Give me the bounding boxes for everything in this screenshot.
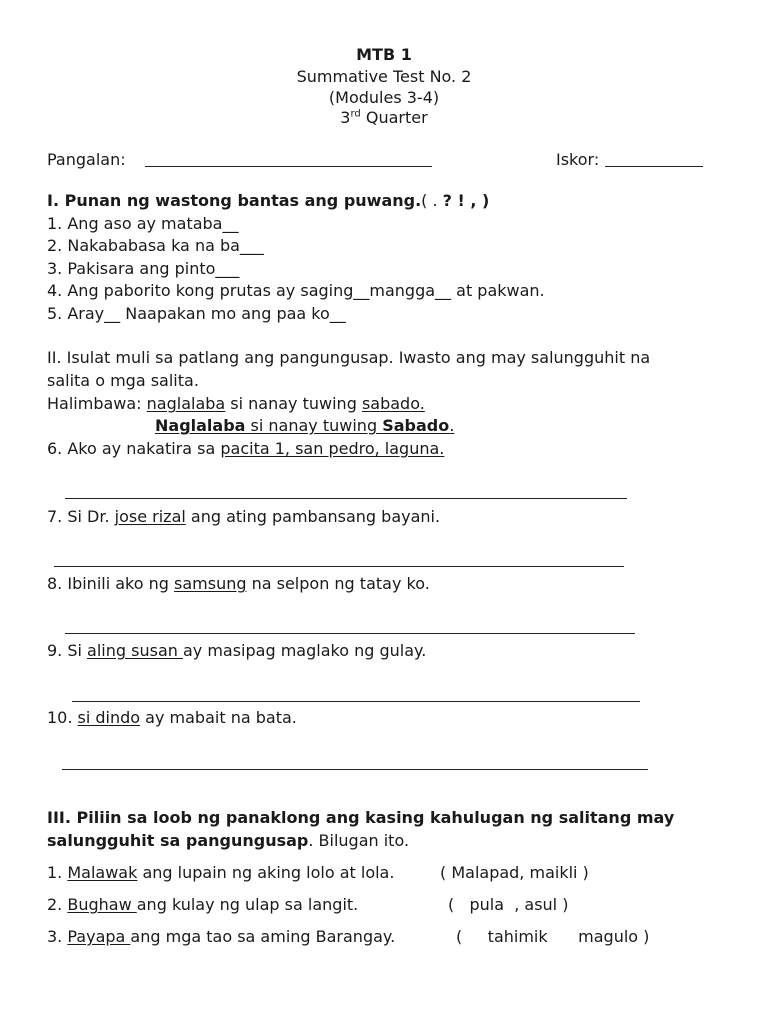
answer-end: . (449, 416, 455, 435)
score-label: Iskor: (556, 150, 600, 169)
item-text: 8. Ibinili ako ng (47, 574, 174, 593)
part3-choices-3[interactable]: ( tahimik magulo ) (456, 927, 650, 946)
part2-item-7 (47, 507, 440, 527)
item-underlined: si dindo (77, 708, 141, 727)
part2-item-10 (47, 708, 297, 728)
item-number: 1. (47, 863, 68, 882)
item-underlined: pacita 1, san pedro, laguna. (220, 439, 445, 458)
item-text: 9. Si (47, 641, 88, 660)
answer-line-9[interactable] (72, 701, 640, 702)
answer-line-7[interactable] (54, 566, 624, 567)
item-text: 10. (47, 708, 78, 727)
part3-heading-line2 (47, 831, 409, 851)
item-text: ay masipag maglako ng gulay. (182, 641, 427, 660)
item-number: 2. (47, 895, 68, 914)
item-underlined: Malawak (67, 863, 138, 882)
part2-instruction-line2: salita o mga salita. (47, 371, 199, 390)
quarter-number: 3 (340, 108, 351, 127)
part2-item-8 (47, 574, 430, 594)
part1-item-2: 2. Nakababasa ka na ba___ (47, 236, 264, 255)
example-underlined-2: sabado. (361, 394, 425, 413)
part1-heading-paren: ( . (421, 191, 443, 210)
item-text: 6. Ako ay nakatira sa (47, 439, 221, 458)
part3-heading-bold: salungguhit sa pangungusap (47, 831, 309, 850)
example-middle: si nanay tuwing (225, 394, 362, 413)
answer-line-10[interactable] (62, 769, 648, 770)
item-text: na selpon ng tatay ko. (246, 574, 430, 593)
answer-middle: si nanay tuwing (245, 416, 383, 435)
part1-heading-marks: ? ! , ) (442, 191, 490, 210)
name-label: Pangalan: (47, 150, 126, 169)
item-text: ang mga tao sa aming Barangay. (130, 927, 396, 946)
item-underlined: Payapa (67, 927, 131, 946)
answer-line-6[interactable] (65, 498, 627, 499)
item-underlined: jose rizal (114, 507, 186, 526)
part1-item-3: 3. Pakisara ang pinto___ (47, 259, 240, 278)
item-text: ang lupain ng aking lolo at lola. (137, 863, 395, 882)
subject-title: MTB 1 (356, 45, 412, 64)
part2-item-6 (47, 439, 444, 459)
part3-choices-2[interactable]: ( pula , asul ) (448, 895, 569, 914)
item-text: 7. Si Dr. (47, 507, 115, 526)
answer-bold-2: Sabado (382, 416, 450, 435)
part2-example-answer (155, 416, 454, 436)
part1-heading (47, 191, 489, 211)
item-underlined: samsung (174, 574, 247, 593)
item-text: ang kulay ng ulap sa langit. (136, 895, 359, 914)
answer-line-8[interactable] (65, 633, 635, 634)
test-title: Summative Test No. 2 (296, 67, 472, 86)
part3-heading-line1: III. Piliin sa loob ng panaklong ang kasing kahulugan ng salitang may (47, 808, 675, 827)
item-number: 3. (47, 927, 68, 946)
part1-item-1: 1. Ang aso ay mataba__ (47, 214, 239, 233)
part3-item-1 (47, 863, 394, 883)
name-blank[interactable] (145, 166, 432, 167)
quarter-label (0, 108, 768, 128)
quarter-word: Quarter (360, 108, 428, 127)
part2-example (47, 394, 425, 414)
part3-choices-1[interactable]: ( Malapad, maikli ) (440, 863, 589, 882)
modules-label: (Modules 3-4) (328, 88, 440, 107)
part2-instruction-line1: II. Isulat muli sa patlang ang pangungusap. Iwasto ang may salungguhit na (47, 348, 651, 367)
part1-heading-text: I. Punan ng wastong bantas ang puwang. (47, 191, 422, 210)
score-blank[interactable] (605, 166, 703, 167)
part3-item-2 (47, 895, 358, 915)
item-underlined: aling susan (87, 641, 183, 660)
part1-item-4: 4. Ang paborito kong prutas ay saging__mangga__ at pakwan. (47, 281, 545, 300)
quarter-ordinal: rd (350, 108, 361, 120)
example-label: Halimbawa: (47, 394, 147, 413)
part3-item-3 (47, 927, 395, 947)
item-underlined: Bughaw (67, 895, 137, 914)
answer-bold-1: Naglalaba (155, 416, 246, 435)
part1-item-5: 5. Aray__ Naapakan mo ang paa ko__ (47, 304, 346, 323)
item-text: ang ating pambansang bayani. (185, 507, 441, 526)
part2-item-9 (47, 641, 426, 661)
part3-heading-rest: . Bilugan ito. (308, 831, 410, 850)
example-underlined-1: naglalaba (146, 394, 226, 413)
item-text: ay mabait na bata. (140, 708, 297, 727)
